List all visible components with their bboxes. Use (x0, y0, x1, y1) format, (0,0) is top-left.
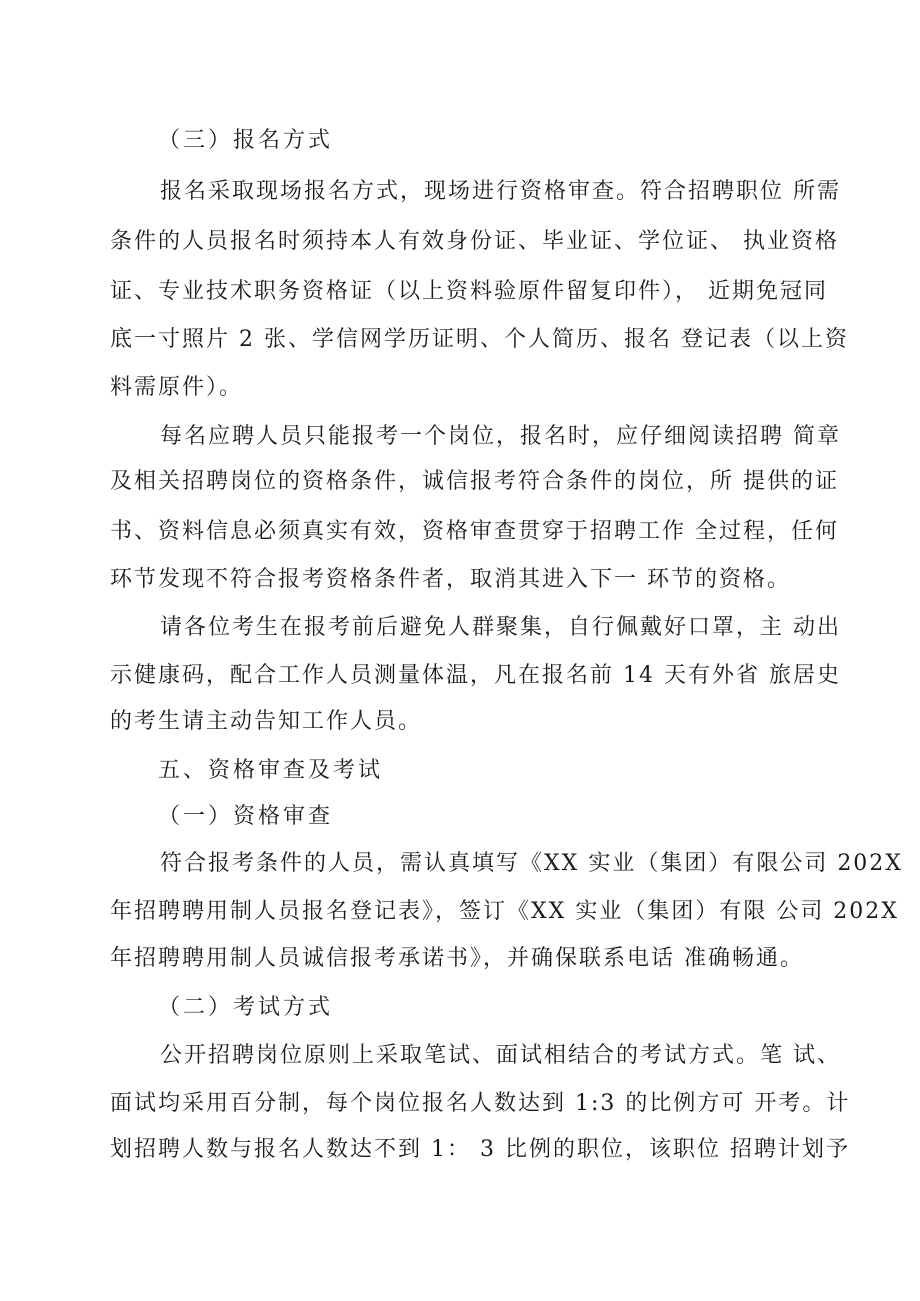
paragraph-line: 条件的人员报名时须持本人有效身份证、毕业证、学位证、 执业资格 (110, 229, 839, 254)
paragraph-line: 年招聘聘用制人员诚信报考承诺书》，并确保联系电话 准确畅通。 (110, 946, 804, 971)
subsection-heading-exam-method: （二）考试方式 (158, 995, 334, 1020)
paragraph-line: 的考生请主动告知工作人员。 (110, 709, 423, 734)
paragraph-line: 划招聘人数与报名人数达不到 1： 3 比例的职位，该职位 招聘计划予 (110, 1137, 850, 1162)
paragraph-line: 证、专业技术职务资格证（以上资料验原件留复印件）， 近期免冠同 (110, 279, 828, 304)
paragraph-line: 面试均采用百分制，每个岗位报名人数达到 1:3 的比例方可 开考。计 (110, 1091, 851, 1116)
paragraph-line: 每名应聘人员只能报考一个岗位，报名时，应仔细阅读招聘 简章 (160, 424, 841, 449)
paragraph-line: 公开招聘岗位原则上采取笔试、面试相结合的考试方式。笔 试、 (160, 1043, 841, 1068)
paragraph-line: 示健康码，配合工作人员测量体温，凡在报名前 14 天有外省 旅居史 (110, 663, 841, 688)
section-heading-registration-method: （三）报名方式 (158, 128, 334, 153)
subsection-heading-qualification-review: （一）资格审查 (158, 804, 334, 829)
paragraph-line: 报名采取现场报名方式，现场进行资格审查。符合招聘职位 所需 (160, 179, 841, 204)
section-heading-qualification-exam: 五、资格审查及考试 (158, 758, 384, 783)
paragraph-line: 符合报考条件的人员，需认真填写《XX 实业（集团）有限公司 202X (160, 851, 903, 876)
paragraph-line: 及相关招聘岗位的资格条件，诚信报考符合条件的岗位，所 提供的证 (110, 469, 839, 494)
paragraph-line: 底一寸照片 2 张、学信网学历证明、个人简历、报名 登记表（以上资 (110, 327, 849, 352)
paragraph-line: 环节发现不符合报考资格条件者，取消其进入下一 环节的资格。 (110, 567, 791, 592)
paragraph-line: 年招聘聘用制人员报名登记表》，签订《XX 实业（集团）有限 公司 202X (110, 899, 899, 924)
paragraph-line: 料需原件）。 (110, 375, 244, 400)
paragraph-line: 书、资料信息必须真实有效，资格审查贯穿于招聘工作 全过程，任何 (110, 519, 839, 544)
paragraph-line: 请各位考生在报考前后避免人群聚集，自行佩戴好口罩，主 动出 (160, 615, 841, 640)
